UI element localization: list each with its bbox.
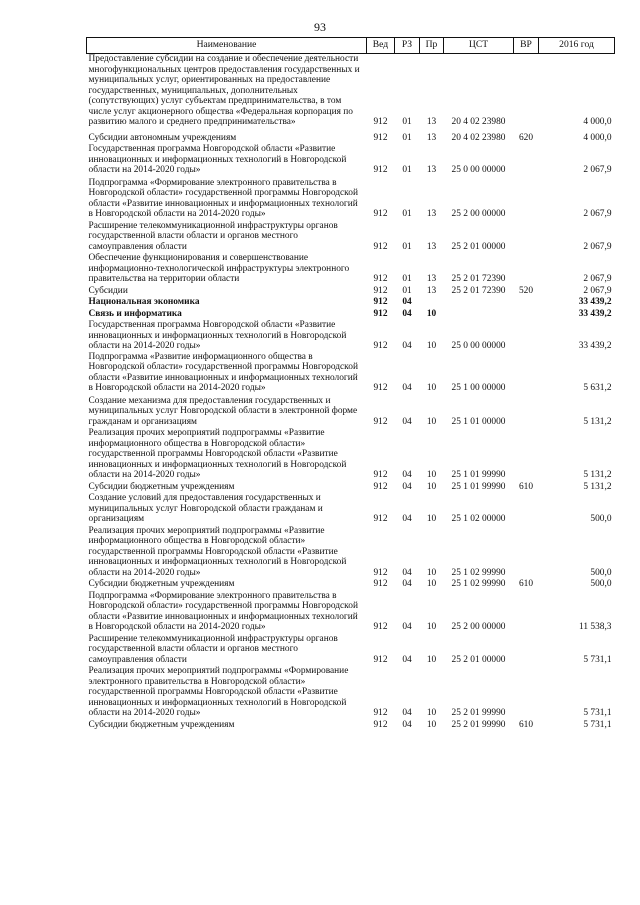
table-row (87, 253, 615, 286)
row-pr: 13 (426, 165, 437, 175)
table-row (87, 309, 615, 321)
row-name: Реализация прочих мероприятий подпрограммы «Развитие информационного общества в Новгородской области» государственной программы Новгородской области «Развитие инновационных и информационных технологий в Новгородской области на 2014-2020 годы» (88, 428, 347, 480)
row-cst: 25 2 00 00000 (451, 622, 506, 632)
row-vr (514, 144, 539, 178)
row-rz: 04 (402, 481, 412, 492)
row-rz: 04 (402, 654, 412, 665)
table-row (87, 634, 615, 667)
row-cst: 25 1 01 99990 (451, 470, 506, 480)
row-ved: 912 (373, 567, 388, 578)
row-name: Подпрограмма «Формирование электронного правительства в Новгородской области» государственной программы Новгородской области «Развитие инновационных и информационных технологий в Новгородской области на 2014-2020 годы» (88, 590, 358, 632)
row-vr (514, 309, 539, 321)
row-amount: 5 131,2 (583, 481, 612, 492)
row-pr: 10 (426, 341, 437, 351)
row-amount: 500,0 (590, 567, 612, 578)
row-pr: 13 (426, 117, 437, 127)
row-vr (514, 634, 539, 667)
row-pr: 13 (426, 274, 437, 284)
row-cst: 20 4 02 23980 (451, 117, 506, 127)
row-rz: 01 (402, 117, 412, 127)
row-pr: 10 (426, 416, 437, 427)
row-ved: 912 (373, 719, 388, 730)
row-vr (514, 54, 539, 133)
row-amount: 5 731,1 (583, 719, 612, 730)
row-name: Реализация прочих мероприятий подпрограммы «Развитие информационного общества в Новгородской области» государственной программы Новгородской области «Развитие инновационных и информационных технологий в Новгородской области на 2014-2020 годы» (88, 525, 347, 578)
table-row (87, 482, 615, 494)
row-rz: 01 (402, 165, 412, 175)
row-ved: 912 (373, 654, 388, 665)
row-vr (514, 253, 539, 286)
row-vr (514, 221, 539, 254)
table-row (87, 493, 615, 526)
row-name: Субсидии бюджетным учреждениям (88, 719, 235, 730)
row-ved: 912 (373, 416, 388, 427)
row-ved: 912 (373, 341, 388, 351)
budget-table (86, 37, 615, 731)
row-cst: 25 2 01 00000 (451, 654, 506, 665)
row-vr (514, 297, 539, 309)
row-cst: 25 1 02 00000 (451, 514, 506, 524)
row-name: Государственная программа Новгородской области «Развитие инновационных и информационных технологий в Новгородской области на 2014-2020 годы» (88, 144, 347, 175)
row-cst: 25 2 01 00000 (451, 241, 506, 252)
row-vr: 620 (518, 132, 534, 143)
row-vr (514, 320, 539, 352)
column-header-year: 2016 год (539, 38, 615, 54)
row-ved: 912 (373, 209, 388, 219)
table-header (87, 38, 615, 54)
row-vr (514, 666, 539, 720)
row-pr: 10 (426, 622, 437, 632)
row-ved: 912 (373, 297, 388, 307)
row-ved: 912 (373, 241, 388, 252)
row-rz: 04 (402, 708, 412, 718)
row-ved: 912 (373, 132, 388, 143)
row-rz: 04 (402, 622, 412, 632)
row-vr (514, 352, 539, 396)
row-pr: 10 (426, 481, 437, 492)
table-row (87, 591, 615, 634)
row-ved: 912 (373, 274, 388, 284)
row-rz: 04 (402, 470, 412, 480)
row-name: Субсидии (88, 285, 128, 296)
row-name: Создание механизма для предоставления государственных и муниципальных услуг Новгородской области в электронной форме гражданам и организациям (88, 395, 358, 427)
row-name: Расширение телекоммуникационной инфраструктуры органов государственной власти области и органов местного самоуправления области (88, 220, 338, 252)
row-vr (514, 526, 539, 580)
row-cst: 20 4 02 23980 (451, 132, 506, 143)
row-amount: 33 439,2 (578, 308, 612, 319)
row-rz: 01 (402, 209, 412, 219)
row-amount: 5 131,2 (583, 416, 612, 427)
row-amount: 500,0 (590, 579, 612, 589)
row-pr: 13 (426, 209, 437, 219)
row-cst: 25 2 01 72390 (451, 274, 506, 284)
table-row (87, 178, 615, 221)
table-row (87, 666, 615, 720)
row-rz: 01 (402, 285, 412, 296)
row-vr: 610 (518, 719, 534, 730)
row-amount: 2 067,9 (583, 209, 612, 219)
row-ved: 912 (373, 285, 388, 296)
row-amount: 5 631,2 (583, 383, 612, 393)
row-ved: 912 (373, 514, 388, 524)
row-name: Национальная экономика (88, 297, 200, 307)
column-header-pr: Пр (420, 38, 444, 54)
row-name: Предоставление субсидии на создание и обеспечение деятельности многофункциональных центров предоставления государственных и муниципальных услуг, ориентированных на предоставление государственных, муниципальных, дополнительных (сопутствующих) услуг субъектам предпринимательства, в том числе услуг акционерного общества «Федеральная корпорация по развитию малого и среднего предпринимательства» (88, 54, 360, 127)
row-name: Субсидии бюджетным учреждениям (88, 481, 235, 492)
row-ved: 912 (373, 481, 388, 492)
row-pr: 13 (426, 285, 437, 296)
row-vr (514, 591, 539, 634)
row-pr: 10 (426, 708, 437, 718)
row-name: Подпрограмма «Формирование электронного правительства в Новгородской области» государственной программы Новгородской области «Развитие инновационных и информационных технологий в Новгородской области на 2014-2020 годы» (88, 177, 358, 219)
row-pr: 10 (426, 308, 437, 319)
row-rz: 04 (402, 383, 412, 393)
row-cst (444, 297, 514, 309)
row-name: Субсидии автономным учреждениям (88, 132, 237, 143)
row-rz: 04 (402, 579, 412, 589)
column-header-cst: ЦСТ (444, 38, 514, 54)
row-pr: 13 (426, 241, 437, 252)
table-row (87, 286, 615, 298)
row-ved: 912 (373, 308, 388, 319)
row-cst: 25 1 01 99990 (451, 481, 506, 492)
row-rz: 01 (402, 241, 412, 252)
row-pr (420, 297, 444, 309)
row-pr: 10 (426, 514, 437, 524)
row-rz: 01 (402, 274, 412, 284)
row-amount: 2 067,9 (583, 165, 612, 175)
row-amount: 4 000,0 (583, 132, 612, 143)
row-ved: 912 (373, 622, 388, 632)
page-number: 93 (314, 20, 326, 34)
table-body (87, 54, 615, 732)
table-row (87, 428, 615, 482)
row-amount: 2 067,9 (583, 285, 612, 296)
row-name: Реализация прочих мероприятий подпрограммы «Формирование электронного правительства в Новгородской области» государственной программы Новгородской области «Развитие инновационных и информационных технологий в Новгородской области на 2014-2020 годы» (88, 666, 349, 718)
column-header-name: Наименование (87, 38, 367, 54)
row-cst: 25 1 00 00000 (451, 383, 506, 393)
row-ved: 912 (373, 470, 388, 480)
table-row (87, 297, 615, 309)
row-ved: 912 (373, 579, 388, 589)
row-amount: 33 439,2 (578, 297, 612, 307)
row-ved: 912 (373, 383, 388, 393)
row-rz: 01 (402, 132, 412, 143)
row-vr (514, 396, 539, 429)
table-row (87, 221, 615, 254)
row-amount: 33 439,2 (578, 341, 612, 351)
row-name: Связь и информатика (88, 308, 182, 319)
table-row (87, 579, 615, 591)
row-amount: 4 000,0 (583, 117, 612, 127)
row-cst: 25 2 00 00000 (451, 209, 506, 219)
column-header-ved: Вед (367, 38, 395, 54)
row-ved: 912 (373, 165, 388, 175)
row-name: Создание условий для предоставления государственных и муниципальных услуг Новгородской области гражданам и организациям (88, 493, 323, 524)
row-cst (444, 309, 514, 321)
row-amount: 2 067,9 (583, 241, 612, 252)
row-pr: 10 (426, 567, 437, 578)
row-pr: 10 (426, 579, 437, 589)
row-amount: 5 731,1 (583, 708, 612, 718)
row-rz: 04 (402, 341, 412, 351)
row-cst: 25 1 01 00000 (451, 416, 506, 427)
row-pr: 10 (426, 470, 437, 480)
row-cst: 25 1 02 99990 (451, 579, 506, 589)
table-row (87, 320, 615, 352)
table-row (87, 396, 615, 429)
row-name: Расширение телекоммуникационной инфраструктуры органов государственной власти области и органов местного самоуправления области (88, 633, 338, 665)
row-pr: 10 (426, 383, 437, 393)
table-row (87, 54, 615, 133)
row-name: Обеспечение функционирования и совершенствование информационно-технологической инфраструктуры электронного правительства на территории области (88, 253, 350, 284)
row-cst: 25 2 01 99990 (451, 719, 506, 730)
row-amount: 11 538,3 (579, 622, 612, 632)
row-ved: 912 (373, 708, 388, 718)
row-cst: 25 1 02 99990 (451, 567, 506, 578)
row-amount: 5 131,2 (583, 470, 612, 480)
row-pr: 13 (426, 132, 437, 143)
row-vr: 520 (518, 285, 534, 296)
row-rz: 04 (402, 514, 412, 524)
row-name: Субсидии бюджетным учреждениям (88, 579, 235, 589)
row-cst: 25 0 00 00000 (451, 165, 506, 175)
row-amount: 5 731,1 (583, 654, 612, 665)
row-rz: 04 (402, 297, 412, 307)
table-row (87, 720, 615, 732)
row-name: Подпрограмма «Развитие информационного общества в Новгородской области» государственной программы Новгородской области «Развитие инновационных и информационных технологий в Новгородской области на 2014-2020 годы» (88, 351, 358, 393)
row-cst: 25 2 01 72390 (451, 285, 506, 296)
row-rz: 04 (402, 719, 412, 730)
row-vr (514, 493, 539, 526)
row-cst: 25 2 01 99990 (451, 708, 506, 718)
row-name: Государственная программа Новгородской области «Развитие инновационных и информационных технологий в Новгородской области на 2014-2020 годы» (88, 320, 347, 351)
row-vr: 610 (518, 579, 534, 589)
column-header-rz: РЗ (395, 38, 420, 54)
row-ved: 912 (373, 117, 388, 127)
row-pr: 10 (426, 654, 437, 665)
column-header-vr: ВР (514, 38, 539, 54)
row-rz: 04 (402, 567, 412, 578)
row-vr (514, 178, 539, 221)
row-rz: 04 (402, 416, 412, 427)
row-amount: 2 067,9 (583, 274, 612, 284)
table-row (87, 144, 615, 178)
row-vr: 610 (518, 481, 534, 492)
table-row (87, 352, 615, 396)
table-row (87, 133, 615, 145)
row-cst: 25 0 00 00000 (451, 341, 506, 351)
row-vr (514, 428, 539, 482)
row-rz: 04 (402, 308, 412, 319)
row-pr: 10 (426, 719, 437, 730)
row-amount: 500,0 (590, 514, 612, 524)
table-row (87, 526, 615, 580)
